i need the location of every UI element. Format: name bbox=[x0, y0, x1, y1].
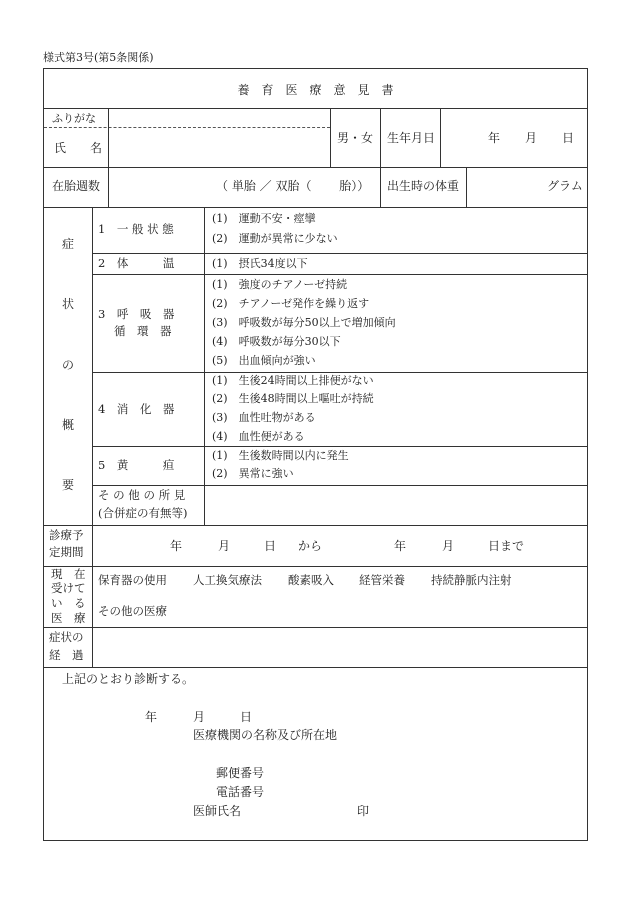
symptom-item: (1) 強度のチアノーゼ持続 bbox=[212, 278, 348, 291]
dob-day: 日 bbox=[562, 131, 575, 145]
rule bbox=[43, 627, 588, 628]
treatment-option[interactable]: 経管栄養 bbox=[359, 573, 405, 587]
category-label: 3 呼 吸 器 bbox=[98, 307, 175, 321]
rule bbox=[43, 566, 588, 567]
period-from: から bbox=[298, 539, 323, 553]
other-findings-label: そ の 他 の 所 見 bbox=[98, 488, 186, 502]
section-label-char: 症 bbox=[62, 237, 75, 251]
rule bbox=[43, 167, 588, 168]
current-treatment-label: 受けて bbox=[51, 581, 86, 595]
symptom-item: (2) 異常に強い bbox=[212, 467, 294, 480]
period-start-year: 年 bbox=[170, 539, 183, 553]
dob-month: 月 bbox=[525, 131, 538, 145]
footer-year: 年 bbox=[145, 710, 158, 724]
furigana-divider bbox=[44, 127, 330, 128]
period-end-year: 年 bbox=[394, 539, 407, 553]
rule bbox=[108, 167, 109, 207]
symptom-item: (1) 生後24時間以上排便がない bbox=[212, 374, 374, 387]
symptom-item: (4) 血性便がある bbox=[212, 430, 305, 443]
current-treatment-label: い る bbox=[51, 596, 86, 610]
birth-type-selector[interactable]: （ 単胎 ／ 双胎（ 胎）） bbox=[216, 179, 370, 193]
category-label: 2 体 温 bbox=[98, 256, 175, 270]
rule bbox=[330, 108, 331, 167]
treatment-period-label: 診療予 bbox=[49, 528, 84, 542]
current-treatment-label: 現 在 bbox=[51, 567, 86, 581]
rule bbox=[92, 446, 588, 447]
diagnosis-statement: 上記のとおり診断する。 bbox=[62, 672, 195, 686]
course-label: 症状の bbox=[49, 630, 84, 644]
gestation-weeks-label: 在胎週数 bbox=[52, 179, 101, 193]
symptom-item: (4) 呼吸数が毎分30以下 bbox=[212, 335, 341, 348]
rule bbox=[92, 207, 93, 667]
name-label: 氏 名 bbox=[54, 141, 103, 155]
period-start-day: 日 bbox=[264, 539, 277, 553]
symptom-item: (2) チアノーゼ発作を繰り返す bbox=[212, 297, 370, 310]
symptom-item: (1) 摂氏34度以下 bbox=[212, 257, 308, 270]
section-label-char: 状 bbox=[62, 297, 75, 311]
category-label: 5 黄 疸 bbox=[98, 458, 175, 472]
dob-year: 年 bbox=[488, 131, 501, 145]
symptom-item: (1) 生後数時間以内に発生 bbox=[212, 449, 349, 462]
rule bbox=[43, 108, 588, 109]
course-label: 経 過 bbox=[49, 648, 84, 662]
period-start-month: 月 bbox=[218, 539, 231, 553]
rule bbox=[43, 667, 588, 668]
postal-code-label: 郵便番号 bbox=[216, 766, 265, 780]
sex-selector[interactable]: 男・女 bbox=[337, 131, 374, 145]
birth-weight-unit: グラム bbox=[547, 179, 583, 193]
birth-weight-label: 出生時の体重 bbox=[387, 179, 460, 193]
rule bbox=[204, 207, 205, 525]
section-label-char: 要 bbox=[62, 478, 75, 492]
seal-mark: 印 bbox=[357, 804, 370, 818]
treatment-option[interactable]: 酸素吸入 bbox=[288, 573, 334, 587]
symptom-item: (2) 生後48時間以上嘔吐が持続 bbox=[212, 392, 374, 405]
section-label-char: の bbox=[62, 358, 75, 372]
treatment-option-other[interactable]: その他の医療 bbox=[98, 604, 167, 618]
symptom-item: (2) 運動が異常に少ない bbox=[212, 232, 338, 245]
rule bbox=[43, 207, 588, 208]
rule bbox=[440, 108, 441, 167]
rule bbox=[92, 253, 588, 254]
treatment-option[interactable]: 人工換気療法 bbox=[193, 573, 262, 587]
other-findings-sublabel: (合併症の有無等) bbox=[98, 506, 188, 520]
treatment-option[interactable]: 保育器の使用 bbox=[98, 573, 167, 587]
symptom-item: (3) 血性吐物がある bbox=[212, 411, 316, 424]
doctor-name-label: 医師氏名 bbox=[193, 804, 242, 818]
form-number-label: 様式第3号(第5条関係) bbox=[43, 51, 154, 64]
treatment-option[interactable]: 持続静脈内注射 bbox=[431, 573, 512, 587]
dob-label: 生年月日 bbox=[387, 131, 436, 145]
symptom-item: (3) 呼吸数が毎分50以上で増加傾向 bbox=[212, 316, 396, 329]
category-label: 4 消 化 器 bbox=[98, 402, 175, 416]
period-end-month: 月 bbox=[442, 539, 455, 553]
rule bbox=[380, 108, 381, 167]
current-treatment-label: 医 療 bbox=[51, 611, 86, 625]
rule bbox=[466, 167, 467, 207]
rule bbox=[92, 485, 588, 486]
rule bbox=[92, 372, 588, 373]
period-until: 日まで bbox=[488, 539, 525, 553]
category-label: 循 環 器 bbox=[114, 324, 172, 338]
section-label-char: 概 bbox=[62, 418, 75, 432]
footer-month: 月 bbox=[193, 710, 206, 724]
treatment-period-label: 定期間 bbox=[49, 545, 84, 559]
symptom-item: (5) 出血傾向が強い bbox=[212, 354, 316, 367]
rule bbox=[43, 525, 588, 526]
symptom-item: (1) 運動不安・痙攣 bbox=[212, 212, 316, 225]
institution-label: 医療機関の名称及び所在地 bbox=[193, 728, 338, 742]
category-label: 1 一 般 状 態 bbox=[98, 222, 174, 236]
rule bbox=[380, 167, 381, 207]
furigana-label: ふりがな bbox=[52, 112, 96, 125]
rule bbox=[92, 274, 588, 275]
rule bbox=[108, 108, 109, 167]
footer-day: 日 bbox=[240, 710, 253, 724]
form-title: 養 育 医 療 意 見 書 bbox=[237, 83, 394, 97]
phone-label: 電話番号 bbox=[216, 785, 265, 799]
